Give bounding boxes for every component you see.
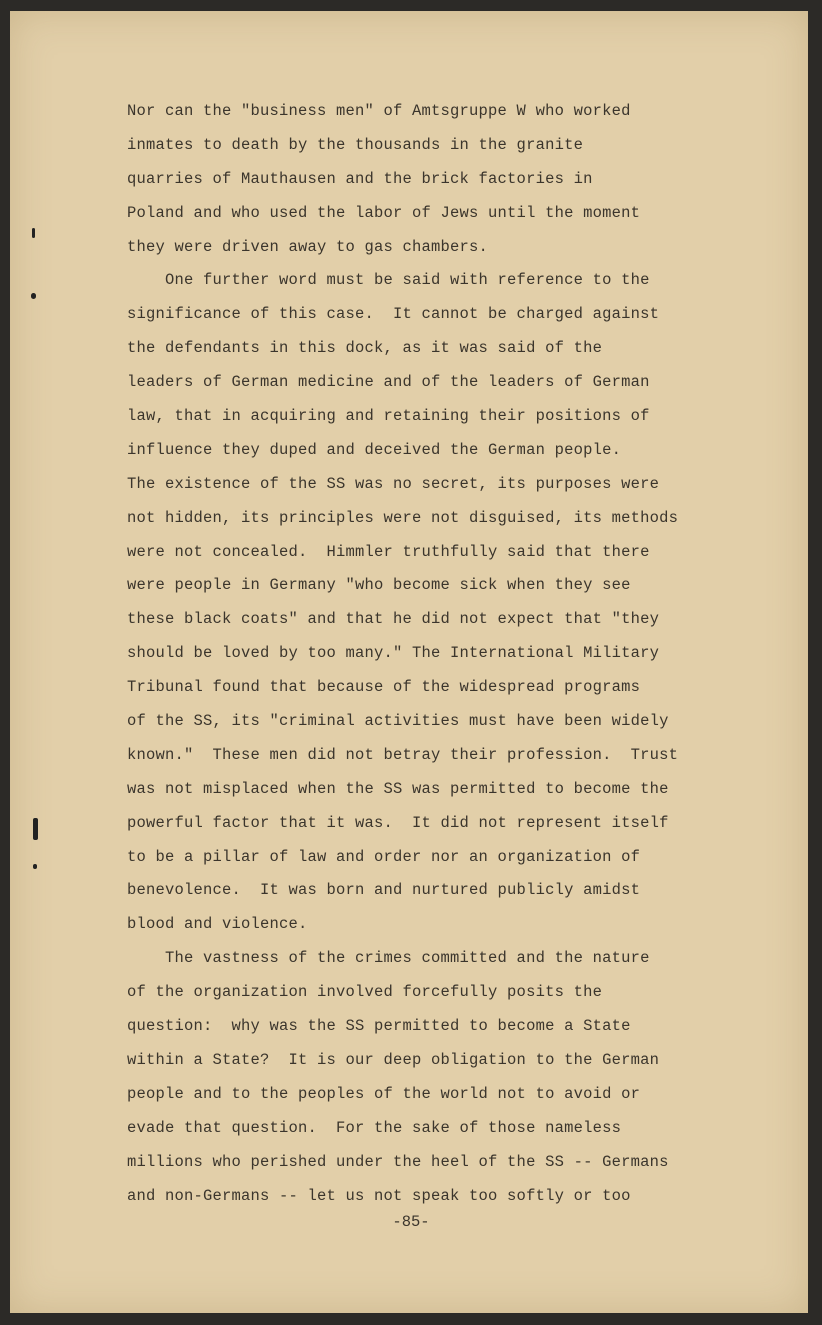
text-line: millions who perished under the heel of the SS -- Germans — [127, 1152, 669, 1171]
text-line: was not misplaced when the SS was permitted to become the — [127, 779, 669, 798]
text-line: Tribunal found that because of the widespread programs — [127, 678, 641, 697]
margin-mark — [33, 818, 38, 840]
text-line: of the organization involved forcefully posits the — [127, 983, 603, 1002]
text-line: and non-Germans -- let us not speak too softly or too — [127, 1186, 631, 1205]
text-line: the defendants in this dock, as it was said of the — [127, 339, 603, 358]
text-line: of the SS, its "criminal activities must have been widely — [127, 712, 669, 731]
text-line: The existence of the SS was no secret, its purposes were — [127, 474, 660, 493]
text-line: leaders of German medicine and of the leaders of German — [127, 373, 650, 392]
text-line: powerful factor that it was. It did not represent itself — [127, 813, 669, 832]
text-line: The vastness of the crimes committed and the nature — [127, 949, 650, 968]
text-line: they were driven away to gas chambers. — [127, 237, 489, 256]
text-line: people and to the peoples of the world not to avoid or — [127, 1084, 641, 1103]
typed-text-body — [127, 95, 727, 1213]
text-line: within a State? It is our deep obligation to the German — [127, 1050, 660, 1069]
text-line: quarries of Mauthausen and the brick factories in — [127, 169, 593, 188]
text-line: not hidden, its principles were not disguised, its methods — [127, 508, 679, 527]
text-line: blood and violence. — [127, 915, 308, 934]
text-line: influence they duped and deceived the German people. — [127, 440, 622, 459]
margin-mark — [32, 228, 35, 238]
text-line: benevolence. It was born and nurtured publicly amidst — [127, 881, 641, 900]
text-line: these black coats" and that he did not expect that "they — [127, 610, 660, 629]
text-line: were people in Germany "who become sick when they see — [127, 576, 631, 595]
page-number: -85- — [392, 1213, 430, 1231]
text-line: Nor can the "business men" of Amtsgruppe W who worked — [127, 102, 631, 120]
text-line: Poland and who used the labor of Jews until the moment — [127, 203, 641, 222]
text-line: inmates to death by the thousands in the granite — [127, 135, 584, 154]
text-line: One further word must be said with reference to the — [127, 271, 650, 290]
text-line: significance of this case. It cannot be charged against — [127, 305, 660, 324]
text-line: were not concealed. Himmler truthfully said that there — [127, 542, 650, 561]
text-line: should be loved by too many." The International Military — [127, 644, 660, 663]
text-line: question: why was the SS permitted to become a State — [127, 1017, 631, 1036]
text-line: evade that question. For the sake of those nameless — [127, 1118, 622, 1137]
text-line: law, that in acquiring and retaining their positions of — [127, 407, 650, 426]
margin-mark — [33, 864, 37, 869]
margin-mark — [31, 293, 36, 299]
text-line: to be a pillar of law and order nor an organization of — [127, 847, 641, 866]
text-line: known." These men did not betray their profession. Trust — [127, 745, 679, 764]
